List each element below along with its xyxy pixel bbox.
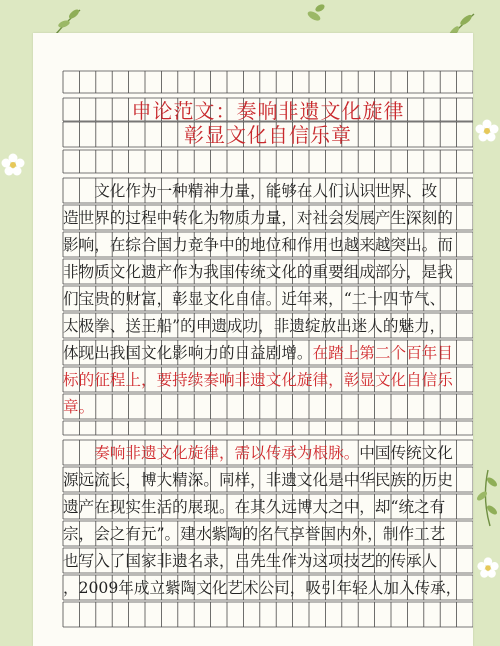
paragraph-2-line-1-text: 中国传统文化 — [359, 444, 453, 462]
paragraph-1-line-6: 太极拳、送王船”的申遗成功，非遗绽放出迷人的魅力， — [63, 317, 446, 335]
paragraph-1-line-7-text: 体现出我国文化影响力的日益剧增。 — [63, 344, 313, 362]
highlight-sentence: 在踏上第二个百年目 — [312, 344, 453, 362]
flower-icon — [0, 152, 26, 178]
paragraph-2-line-1 — [63, 440, 473, 466]
essay-title-line-2: 彰显文化自信乐章 — [184, 123, 352, 147]
paragraph-1-line-9: 章。 — [63, 398, 95, 416]
section-topic-sentence: 奏响非遗文化旋律，需以传承为根脉。 — [63, 444, 360, 462]
paragraph-1-line-3: 影响，在综合国力竞争中的地位和作用也越来越突出。而 — [63, 236, 453, 254]
leaf-sprig-icon — [300, 0, 330, 30]
paragraph-1-line-2: 造世界的过程中转化为物质力量，对社会发展产生深刻的 — [63, 209, 453, 227]
paragraph-1-line-5: 们宝贵的财富，彰显文化自信。近年来，“二十四节气、 — [63, 290, 446, 308]
paragraph-2-line-4: 宗，会之有元”。建水紫陶的名气享誉国内外，制作工艺 — [63, 525, 446, 543]
essay-paper — [33, 33, 473, 646]
paragraph-2-line-3: 遗产在现实生活的展现。在其久远博大之中，却“统之有 — [63, 498, 446, 516]
flower-icon — [476, 556, 500, 580]
paragraph-2-line-6: ，2009年成立紫陶文化艺术公司，吸引年轻人加入传承， — [63, 579, 462, 597]
essay-title-line-1: 申论范文：奏响非遗文化旋律 — [131, 99, 405, 123]
leaf-sprig-icon — [474, 468, 500, 528]
paragraph-1-line-1: 文化作为一种精神力量，能够在人们认识世界、改 — [63, 182, 438, 200]
paragraph-1-line-7 — [63, 340, 473, 366]
essay-text — [33, 33, 473, 646]
flower-icon — [474, 118, 500, 144]
paragraph-1-line-8: 标的征程上，要持续奏响非遗文化旋律，彰显文化自信乐 — [63, 371, 453, 389]
paragraph-2-line-5: 也写入了国家非遗名录，吕先生作为这项技艺的传承人 — [63, 552, 438, 570]
paragraph-1-line-4: 非物质文化遗产作为我国传统文化的重要组成部分，是我 — [63, 263, 453, 281]
paragraph-2-line-2: 源远流长，博大精深。同样，非遗文化是中华民族的历史 — [63, 471, 453, 489]
